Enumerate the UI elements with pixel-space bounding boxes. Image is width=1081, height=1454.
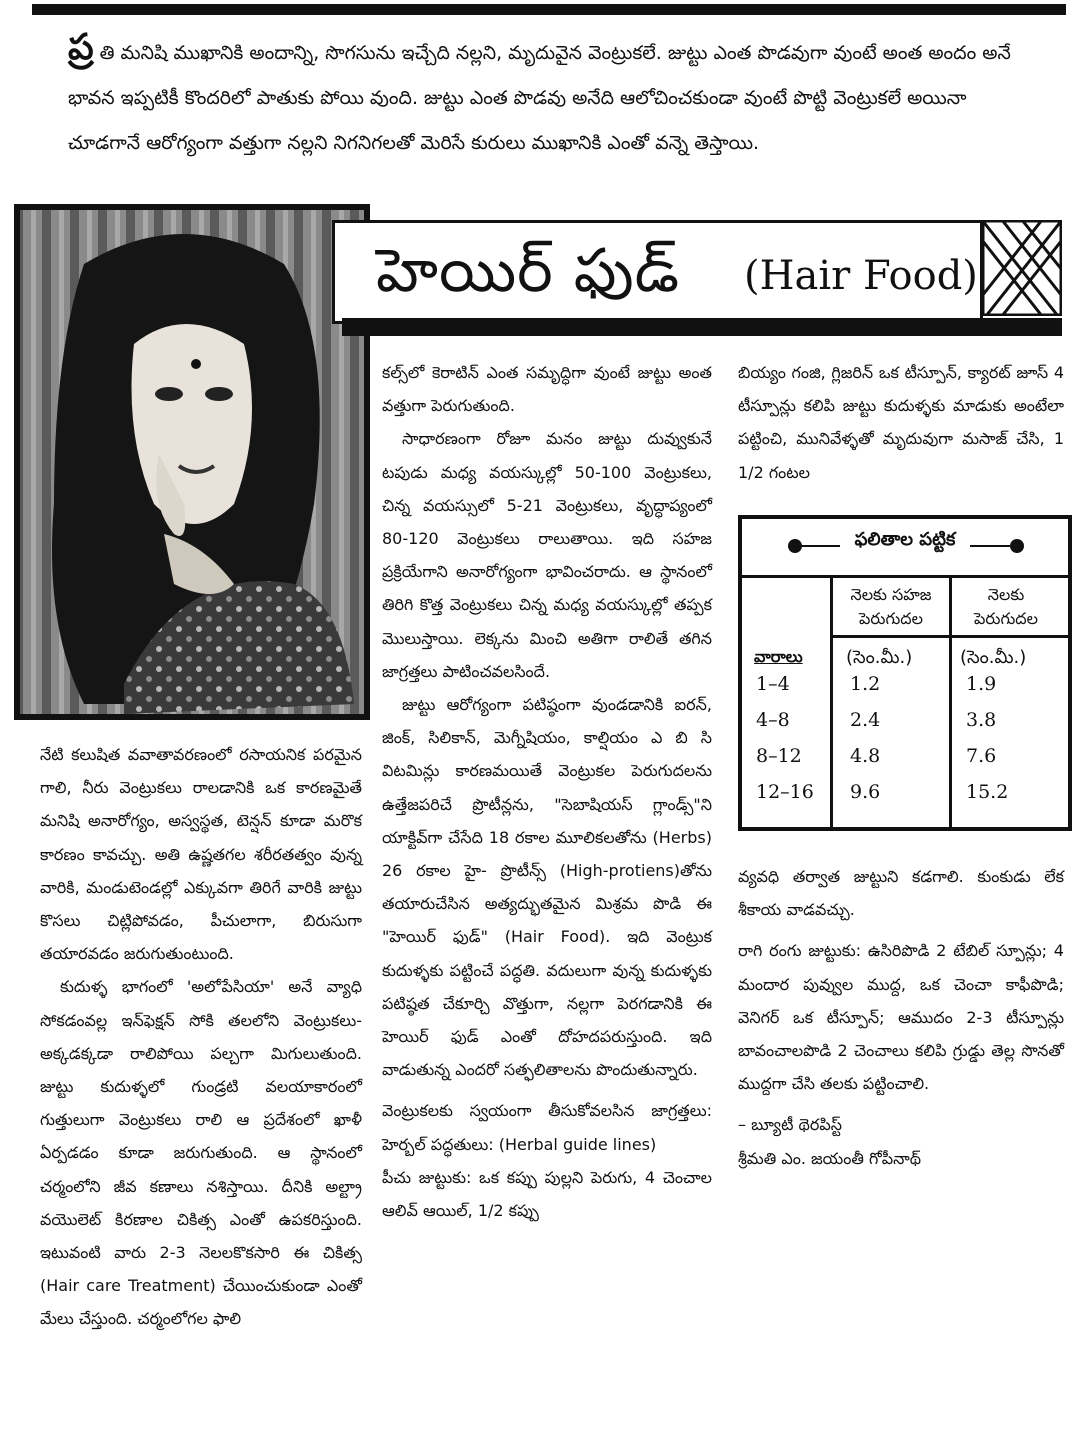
unit-natural: (సెం.మీ.) <box>846 647 913 668</box>
banner-title-telugu: హెయిర్ ఫుడ్ <box>376 236 681 306</box>
table-cell-natural: 2.4 <box>850 709 881 731</box>
col2-paragraph-1: కల్స్‌లో కెరాటిన్ ఎంత సమృద్ధిగా వుంటే జుట్టు అంత వత్తుగా పెరుగుతుంది. <box>382 363 712 416</box>
column-1 <box>40 738 362 1336</box>
table-cell-natural: 9.6 <box>850 781 881 803</box>
table-cell-growth: 7.6 <box>966 745 997 767</box>
column-2 <box>382 356 712 1227</box>
intro-paragraph <box>68 27 1028 166</box>
col1-paragraph-1: నేటి కలుషిత వవాతావరణంలో రసాయనిక పరమైన గాలి, నీరు వెంట్రుకలు రాలడానికి ఒక కారణమైతే మనిషి అనారోగ్యం, అస్వస్థత, టెన్షన్ కూడా మరొక కారణం కావచ్చు. అతి ఉష్ణతగల శరీరతత్వం వున్న వారికి, మండుటెండల్లో ఎక్కువగా తిరిగే వారికి జుట్టు కొసలు చిట్లిపోవడం, పీచులాగా, బిరుసుగా తయారవడం జరుగుతుంటుంది. <box>40 745 362 964</box>
results-table <box>738 515 1072 831</box>
woman-portrait-photo <box>14 204 370 720</box>
table-cell-weeks: 8–12 <box>756 745 802 767</box>
table-cell-weeks: 4–8 <box>756 709 790 731</box>
col3-paragraph-1: బియ్యం గంజి, గ్లిజరిన్ ఒక టీస్పూన్, క్యారట్ జూస్ 4 టీస్పూన్లు కలిపి జుట్టు కుదుళ్ళకు మాడుకు అంటేలా పట్టించి, మునివేళ్ళతో మృదువుగా మసాజ్ చేసి, 1 1/2 గంటల <box>738 363 1064 482</box>
table-cell-natural: 1.2 <box>850 673 881 695</box>
hatch-decoration <box>982 220 1062 316</box>
table-divider <box>949 578 952 827</box>
col2-paragraph-3: జుట్టు ఆరోగ్యంగా పటిష్ఠంగా వుండడానికి ఐరన్, జింక్, సిలికాన్, మెగ్నీషియం, కాల్షియం ఎ బి సి విటమిన్లు కారణమయితే వెంట్రుకల పెరుగుదలను ఉత్తేజపరిచే ప్రొటీన్లను, "సెబాషియస్ గ్లాండ్స్"ని యాక్టివ్‌గా చేసేది 18 రకాల మూలికలతోను (Herbs) 26 రకాల హై- ప్రొటీన్స్ (High-protiens)తోను తయారుచేసిన అత్యద్భుతమైన మిశ్రమ పొడి ఈ "హెయిర్ ఫుడ్" (Hair Food). ఇది వెంట్రుక కుదుళ్ళకు పట్టించే పద్ధతి. వదులుగా వున్న కుదుళ్ళకు పటిష్ఠత చేకూర్చి వొత్తుగా, నల్లగా పెరగడానికి ఈ హెయిర్ ఫుడ్ ఎంతో దోహదపరుస్తుంది. ఇది వాడుతున్న ఎందరో సత్ఫలితాలను పొందుతున్నారు. <box>382 695 712 1080</box>
title-line-right <box>970 545 1010 547</box>
header-growth: నెలకు పెరుగుదల <box>974 585 1038 628</box>
col2-paragraph-4: వెంట్రుకలకు స్వయంగా తీసుకోవలసిన జాగ్రత్తలు: హెర్బల్ పద్ధతులు: (Herbal guide lines) <box>382 1101 712 1154</box>
intro-text: తి మనిషి ముఖానికి అందాన్ని, సొగసును ఇచ్చేది నల్లని, మృదువైన వెంట్రుకలే. జుట్టు ఎంత పొడవుగా వుంటే అంత అందం అనే భావన ఇప్పటికీ కొందరిలో పాతుకు పోయి వుంది. జుట్టు ఎంత పొడవు అనేది ఆలోచించకుండా వుంటే పొట్టి వెంట్రుకలే అయినా చూడగానే ఆరోగ్యంగా వత్తుగా నల్లని నిగనిగలతో మెరిసే కురులు ముఖానికి ఎంతో వన్నె తెస్తాయి. <box>68 42 1011 154</box>
col2-paragraph-5: పీచు జుట్టుకు: ఒక కప్పు పుల్లని పెరుగు, 4 చెంచాల ఆలివ్ ఆయిల్, 1/2 కప్పు <box>382 1167 712 1221</box>
table-title-bar <box>742 519 1068 578</box>
header-natural-growth: నెలకు సహజ పెరుగుదల <box>850 585 932 628</box>
top-rule <box>32 4 1066 15</box>
col3-paragraph-3: రాగి రంగు జుట్టుకు: ఉసిరిపొడి 2 టేబిల్ స్పూన్లు; 4 మందార పువ్వుల ముద్ద, ఒక చెంచా కాఫీపొడి; వెనిగర్ ఒక టీస్పూన్; ఆముదం 2-3 టీస్పూన్లు బావంచాలపొడి 2 చెంచాలు కలిపి గ్రుడ్డు తెల్ల సొనతో ముద్దగా చేసి తలకు పట్టించాలి. <box>738 941 1064 1094</box>
author-role: – బ్యూటీ థెరపిస్ట్ <box>738 1115 842 1135</box>
banner-title-english: (Hair Food) <box>744 253 978 299</box>
header-weeks: వారాలు <box>754 647 803 666</box>
table-cell-weeks: 12–16 <box>756 781 814 803</box>
unit-growth: (సెం.మీ.) <box>960 647 1027 668</box>
bullet-dot <box>1010 539 1024 553</box>
title-banner-shadow <box>342 318 1062 336</box>
table-header-rule <box>830 635 1068 638</box>
table-title: ఫలితాల పట్టిక <box>854 529 956 550</box>
col3-paragraph-2: వ్యవధి తర్వాత జుట్టుని కడగాలి. కుంకుడు లేక శీకాయ వాడవచ్చు. <box>738 867 1064 920</box>
table-cell-growth: 1.9 <box>966 673 997 695</box>
col2-paragraph-2: సాధారణంగా రోజూ మనం జుట్టు దువ్వుకునే టపుడు మధ్య వయస్కుల్లో 50-100 వెంట్రుకలు, చిన్న వయస్సులో 5-21 వెంట్రుకలు, వృద్ధాప్యంలో 80-120 వెంట్రుకలు రాలుతాయి. ఇది సహజ ప్రక్రియేగాని అనారోగ్యంగా భావించరాదు. ఆ స్థానంలో తిరిగి కొత్త వెంట్రుకలు చిన్న మధ్య వయస్కుల్లో తప్పక మొలుస్తాయి. లెక్కను మించి అతిగా రాలితే తగిన జాగ్రత్తలు పాటించవలసిందే. <box>382 429 712 681</box>
table-cell-growth: 15.2 <box>966 781 1009 803</box>
column-3-bottom <box>738 860 1064 1175</box>
table-cell-growth: 3.8 <box>966 709 997 731</box>
table-cell-weeks: 1–4 <box>756 673 790 695</box>
table-cell-natural: 4.8 <box>850 745 881 767</box>
author-name: శ్రీమతి ఎం. జయంతీ గోపీనాథ్ <box>738 1148 922 1168</box>
table-divider <box>830 578 833 827</box>
column-3-top <box>738 356 1064 489</box>
title-line-left <box>800 545 840 547</box>
col1-paragraph-2: కుదుళ్ళ భాగంలో 'అలోపేసియా' అనే వ్యాధి సోకడంవల్ల ఇన్‌ఫెక్షన్ సోకి తలలోని వెంట్రుకలు- అక్కడక్కడా రాలిపోయి పల్చగా మిగులుతుంది. జుట్టు కుదుళ్ళలో గుండ్రటి వలయాకారంలో గుత్తులుగా వెంట్రుకలు రాలి ఆ ప్రదేశంలో ఖాళీ ఏర్పడడం కూడా జరుగుతుంది. ఆ స్థానంలో చర్మంలోని జీవ కణాలు నశిస్తాయి. దీనికి అల్ట్రా వయొలెట్ కిరణాల చికిత్స ఎంతో ఉపకరిస్తుంది. ఇటువంటి వారు 2-3 నెలలకొకసారి ఈ చికిత్స (Hair care Treatment) చేయించుకుండా ఎంతో మేలు చేస్తుంది. చర్మంలోగల ఫాలి <box>40 977 362 1329</box>
drop-cap: ప్ర <box>68 27 94 68</box>
